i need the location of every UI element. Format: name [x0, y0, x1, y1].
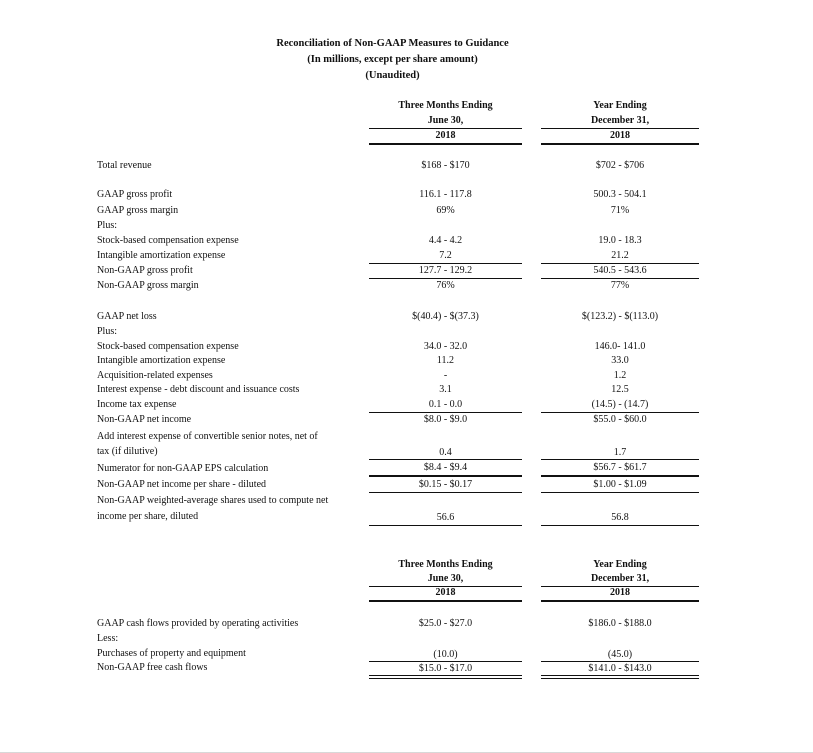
row-value-col2: $55.0 - $60.0: [593, 414, 647, 425]
cash-row-value-col1: $25.0 - $27.0: [418, 618, 473, 629]
row-value-col1: 69%: [436, 205, 455, 216]
subtotal-rule: [369, 661, 522, 662]
row-label: Interest expense - debt discount and issuance costs: [97, 384, 300, 395]
row-value-col2: $56.7 - $61.7: [593, 462, 647, 473]
row-label: Non-GAAP net income per share - diluted: [97, 479, 267, 490]
row-value-col2: 540.5 - 543.6: [593, 265, 647, 276]
row-label: GAAP net loss: [97, 311, 157, 322]
row-value-col2: 1.2: [613, 370, 627, 381]
row-value-col1: 4.4 - 4.2: [428, 235, 463, 246]
row-value-col1: $8.0 - $9.0: [423, 414, 468, 425]
row-value-col2: 71%: [610, 205, 630, 216]
row-value-col1: 0.1 - 0.0: [428, 399, 463, 410]
col2-header-line1: Year Ending: [593, 100, 647, 111]
row-value-col1: $(40.4) - $(37.3): [412, 311, 479, 322]
row-value-col2: 56.8: [611, 512, 629, 523]
row-label: Acquisition-related expenses: [97, 370, 213, 381]
row-value-col1: 76%: [436, 280, 455, 291]
subtotal-rule: [541, 263, 699, 264]
row-value-col2: 19.0 - 18.3: [598, 235, 642, 246]
row-label: Numerator for non-GAAP EPS calculation: [97, 463, 269, 474]
col1-header-line3: 2018: [435, 130, 456, 141]
row-label: tax (if dilutive): [97, 446, 158, 457]
col1-header-line2: June 30,: [427, 115, 464, 126]
row-label: income per share, diluted: [97, 511, 199, 522]
cash-row-value-col1: (10.0): [433, 649, 458, 660]
row-label: Plus:: [97, 220, 118, 231]
row-label: GAAP gross margin: [97, 205, 179, 216]
col2-header2-line1: Year Ending: [593, 559, 647, 570]
row-value-col2: 146.0- 141.0: [594, 341, 646, 352]
report-subtitle: (In millions, except per share amount): [307, 54, 478, 65]
row-label: GAAP gross profit: [97, 189, 173, 200]
cash-row-label: Non-GAAP free cash flows: [97, 662, 208, 673]
cash-row-label: Purchases of property and equipment: [97, 648, 246, 659]
row-value-col1: 127.7 - 129.2: [418, 265, 473, 276]
total-double-rule-top: [369, 675, 522, 676]
total-rule: [541, 278, 699, 279]
row-value-col1: 56.6: [436, 512, 455, 523]
total-double-rule-bottom: [541, 678, 699, 679]
row-value-col2: $1.00 - $1.09: [593, 479, 647, 490]
row-value-col1: 0.4: [439, 447, 452, 458]
subtotal-rule: [541, 459, 699, 460]
col2-header-line2: December 31,: [590, 115, 650, 126]
cash-row-label: Less:: [97, 633, 119, 644]
row-value-col2: 12.5: [611, 384, 629, 395]
total-rule: [541, 525, 699, 526]
subtotal-rule: [541, 492, 699, 493]
cash-row-label: GAAP cash flows provided by operating activities: [97, 618, 299, 629]
row-value-col1: 34.0 - 32.0: [423, 341, 468, 352]
row-value-col1: 11.2: [436, 355, 455, 366]
row-label: Plus:: [97, 326, 118, 337]
col1-header2-line2: June 30,: [427, 573, 464, 584]
col1-header2-underline: [369, 600, 522, 602]
report-unaudited: (Unaudited): [365, 70, 420, 81]
col2-header-line3: 2018: [610, 130, 630, 141]
col2-header2-underline: [541, 600, 699, 602]
row-label: Add interest expense of convertible senior notes, net of: [97, 431, 318, 442]
row-label: Non-GAAP net income: [97, 414, 192, 425]
row-label: Income tax expense: [97, 399, 177, 410]
report-title: Reconciliation of Non-GAAP Measures to Guidance: [276, 38, 509, 49]
cash-row-value-col2: $141.0 - $143.0: [588, 663, 652, 674]
row-value-col2: $(123.2) - $(113.0): [581, 311, 659, 322]
total-rule: [369, 278, 522, 279]
row-value-col2: 1.7: [613, 447, 627, 458]
cash-row-value-col1: $15.0 - $17.0: [418, 663, 473, 674]
row-label: Stock-based compensation expense: [97, 235, 239, 246]
col2-header2-line2: December 31,: [590, 573, 650, 584]
row-label: Stock-based compensation expense: [97, 341, 239, 352]
row-value-col1: 116.1 - 117.8: [419, 189, 472, 200]
row-value-col1: $8.4 - $9.4: [423, 462, 468, 473]
col1-header2-line1: Three Months Ending: [398, 559, 493, 570]
col2-header-rule: [541, 128, 699, 129]
total-double-rule-top: [541, 675, 699, 676]
cash-row-value-col2: $186.0 - $188.0: [588, 618, 652, 629]
row-value-col2: 33.0: [611, 355, 629, 366]
col2-header2-line3: 2018: [610, 587, 630, 598]
total-rule: [369, 525, 522, 526]
row-value-col1: -: [443, 370, 448, 381]
row-label: Intangible amortization expense: [97, 355, 226, 366]
subtotal-rule: [369, 263, 522, 264]
subtotal-rule: [369, 412, 522, 413]
row-label: Non-GAAP gross margin: [97, 280, 199, 291]
subtotal-rule: [369, 492, 522, 493]
col1-header-underline: [369, 143, 522, 145]
subtotal-rule: [541, 661, 699, 662]
row-label: Non-GAAP gross profit: [97, 265, 193, 276]
row-label: Total revenue: [97, 160, 152, 171]
col1-header2-line3: 2018: [435, 587, 456, 598]
row-value-col1: 7.2: [439, 250, 452, 261]
row-value-col1: $168 - $170: [421, 160, 470, 171]
row-value-col1: 3.1: [439, 384, 452, 395]
cash-row-value-col2: (45.0): [607, 649, 633, 660]
row-value-col2: 77%: [610, 280, 630, 291]
subtotal-rule: [369, 459, 522, 460]
total-double-rule: [369, 475, 522, 477]
row-value-col2: $702 - $706: [595, 160, 645, 171]
subtotal-rule: [541, 412, 699, 413]
row-label: Non-GAAP weighted-average shares used to compute net: [97, 495, 329, 506]
row-value-col2: 500.3 - 504.1: [593, 189, 647, 200]
row-value-col2: (14.5) - (14.7): [591, 399, 649, 410]
row-value-col1: $0.15 - $0.17: [418, 479, 473, 490]
col1-header-rule: [369, 128, 522, 129]
total-double-rule: [541, 475, 699, 477]
row-value-col2: 21.2: [611, 250, 629, 261]
col2-header-underline: [541, 143, 699, 145]
col1-header-line1: Three Months Ending: [398, 100, 493, 111]
total-double-rule-bottom: [369, 678, 522, 679]
row-label: Intangible amortization expense: [97, 250, 226, 261]
